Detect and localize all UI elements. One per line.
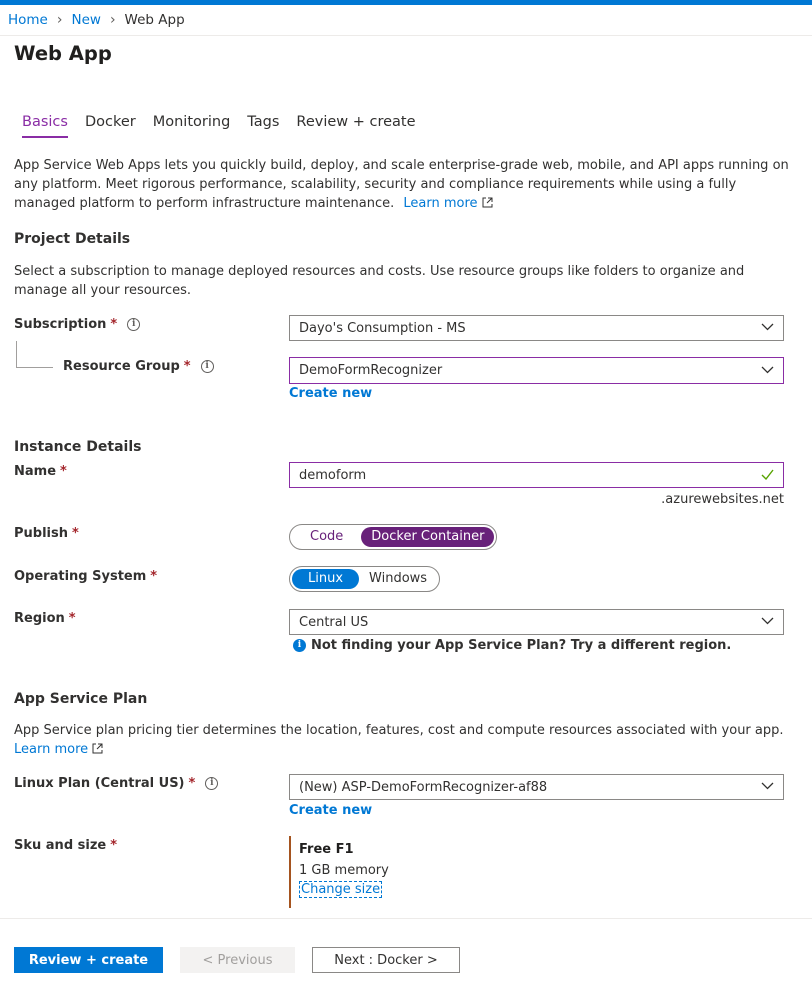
domain-suffix: .azurewebsites.net <box>661 492 784 507</box>
instance-details-heading: Instance Details <box>14 439 142 455</box>
sku-memory: 1 GB memory <box>299 863 389 878</box>
page-title: Web App <box>14 42 112 65</box>
create-new-plan-link[interactable]: Create new <box>289 803 373 818</box>
tree-connector <box>16 341 53 368</box>
breadcrumb-new[interactable]: New <box>71 12 101 28</box>
plan-description: App Service plan pricing tier determines the location, features, cost and compute resources associated with your app. Learn more <box>14 723 784 757</box>
top-accent-bar <box>0 0 812 5</box>
os-option-windows[interactable]: Windows <box>369 571 428 586</box>
name-label: Name * <box>14 464 67 479</box>
project-details-heading: Project Details <box>14 231 131 247</box>
next-docker-button[interactable]: Next : Docker > <box>312 947 460 973</box>
name-value: demoform <box>299 467 367 483</box>
breadcrumb <box>8 12 185 28</box>
region-dropdown[interactable] <box>289 609 784 635</box>
region-note: i Not finding your App Service Plan? Try a different region. <box>293 638 731 653</box>
intro-text: App Service Web Apps lets you quickly build, deploy, and scale enterprise-grade web, mobile, and API apps running on any platform. Meet rigorous performance, scalability, security and compliance requirements while using a fully managed platform to perform infrastructure maintenance. <box>14 158 789 211</box>
checkmark-icon <box>761 469 774 480</box>
project-description: Select a subscription to manage deployed resources and costs. Use resource groups like folders to organize and manage all your resources. <box>14 264 745 298</box>
chevron-right-icon: › <box>56 12 63 28</box>
sku-name: Free F1 <box>299 842 354 857</box>
sku-label: Sku and size * <box>14 838 118 853</box>
info-icon[interactable]: i <box>205 777 218 790</box>
subscription-dropdown[interactable] <box>289 315 784 341</box>
breadcrumb-current: Web App <box>124 12 185 28</box>
linux-plan-dropdown[interactable] <box>289 774 784 800</box>
os-option-linux[interactable]: Linux <box>292 569 359 589</box>
name-input[interactable] <box>289 462 784 488</box>
tab-review-create[interactable]: Review + create <box>296 114 416 130</box>
divider <box>0 35 812 36</box>
linux-plan-label: Linux Plan (Central US) * i <box>14 776 218 791</box>
chevron-right-icon: › <box>109 12 116 28</box>
publish-toggle <box>289 524 497 550</box>
tab-docker[interactable]: Docker <box>84 114 136 130</box>
publish-option-code[interactable]: Code <box>310 529 344 544</box>
chevron-down-icon <box>761 782 774 790</box>
plan-learn-more-link[interactable]: Learn more <box>14 742 103 757</box>
publish-label: Publish * <box>14 526 79 541</box>
os-label: Operating System * <box>14 569 158 584</box>
info-icon[interactable]: i <box>127 318 140 331</box>
change-size-link[interactable]: Change size <box>301 882 381 897</box>
footer-divider <box>0 918 812 919</box>
learn-more-link[interactable]: Learn more <box>403 196 492 211</box>
resource-group-label: Resource Group * i <box>63 359 214 374</box>
info-icon: i <box>293 639 306 652</box>
chevron-down-icon <box>761 617 774 625</box>
resource-group-dropdown[interactable] <box>289 357 784 384</box>
tab-tags[interactable]: Tags <box>247 114 280 130</box>
external-link-icon <box>482 197 493 208</box>
subscription-value: Dayo's Consumption - MS <box>299 320 466 336</box>
info-icon[interactable]: i <box>201 360 214 373</box>
tab-bar <box>22 114 433 138</box>
linux-plan-value: (New) ASP-DemoFormRecognizer-af88 <box>299 779 548 795</box>
review-create-button[interactable]: Review + create <box>14 947 163 973</box>
region-label: Region * <box>14 611 76 626</box>
app-service-plan-heading: App Service Plan <box>14 691 148 707</box>
publish-option-docker-container[interactable]: Docker Container <box>361 527 494 547</box>
subscription-label: Subscription * i <box>14 317 140 332</box>
region-value: Central US <box>299 614 369 630</box>
create-new-resource-group-link[interactable]: Create new <box>289 386 373 401</box>
previous-button[interactable]: < Previous <box>180 947 295 973</box>
os-toggle <box>289 566 440 592</box>
resource-group-value: DemoFormRecognizer <box>299 363 443 378</box>
chevron-down-icon <box>761 366 774 374</box>
tab-monitoring[interactable]: Monitoring <box>152 114 231 130</box>
external-link-icon <box>92 743 103 754</box>
breadcrumb-home[interactable]: Home <box>8 12 48 28</box>
tab-basics[interactable]: Basics <box>22 114 68 138</box>
intro-description <box>14 156 794 213</box>
sku-card <box>289 836 389 908</box>
chevron-down-icon <box>761 323 774 331</box>
